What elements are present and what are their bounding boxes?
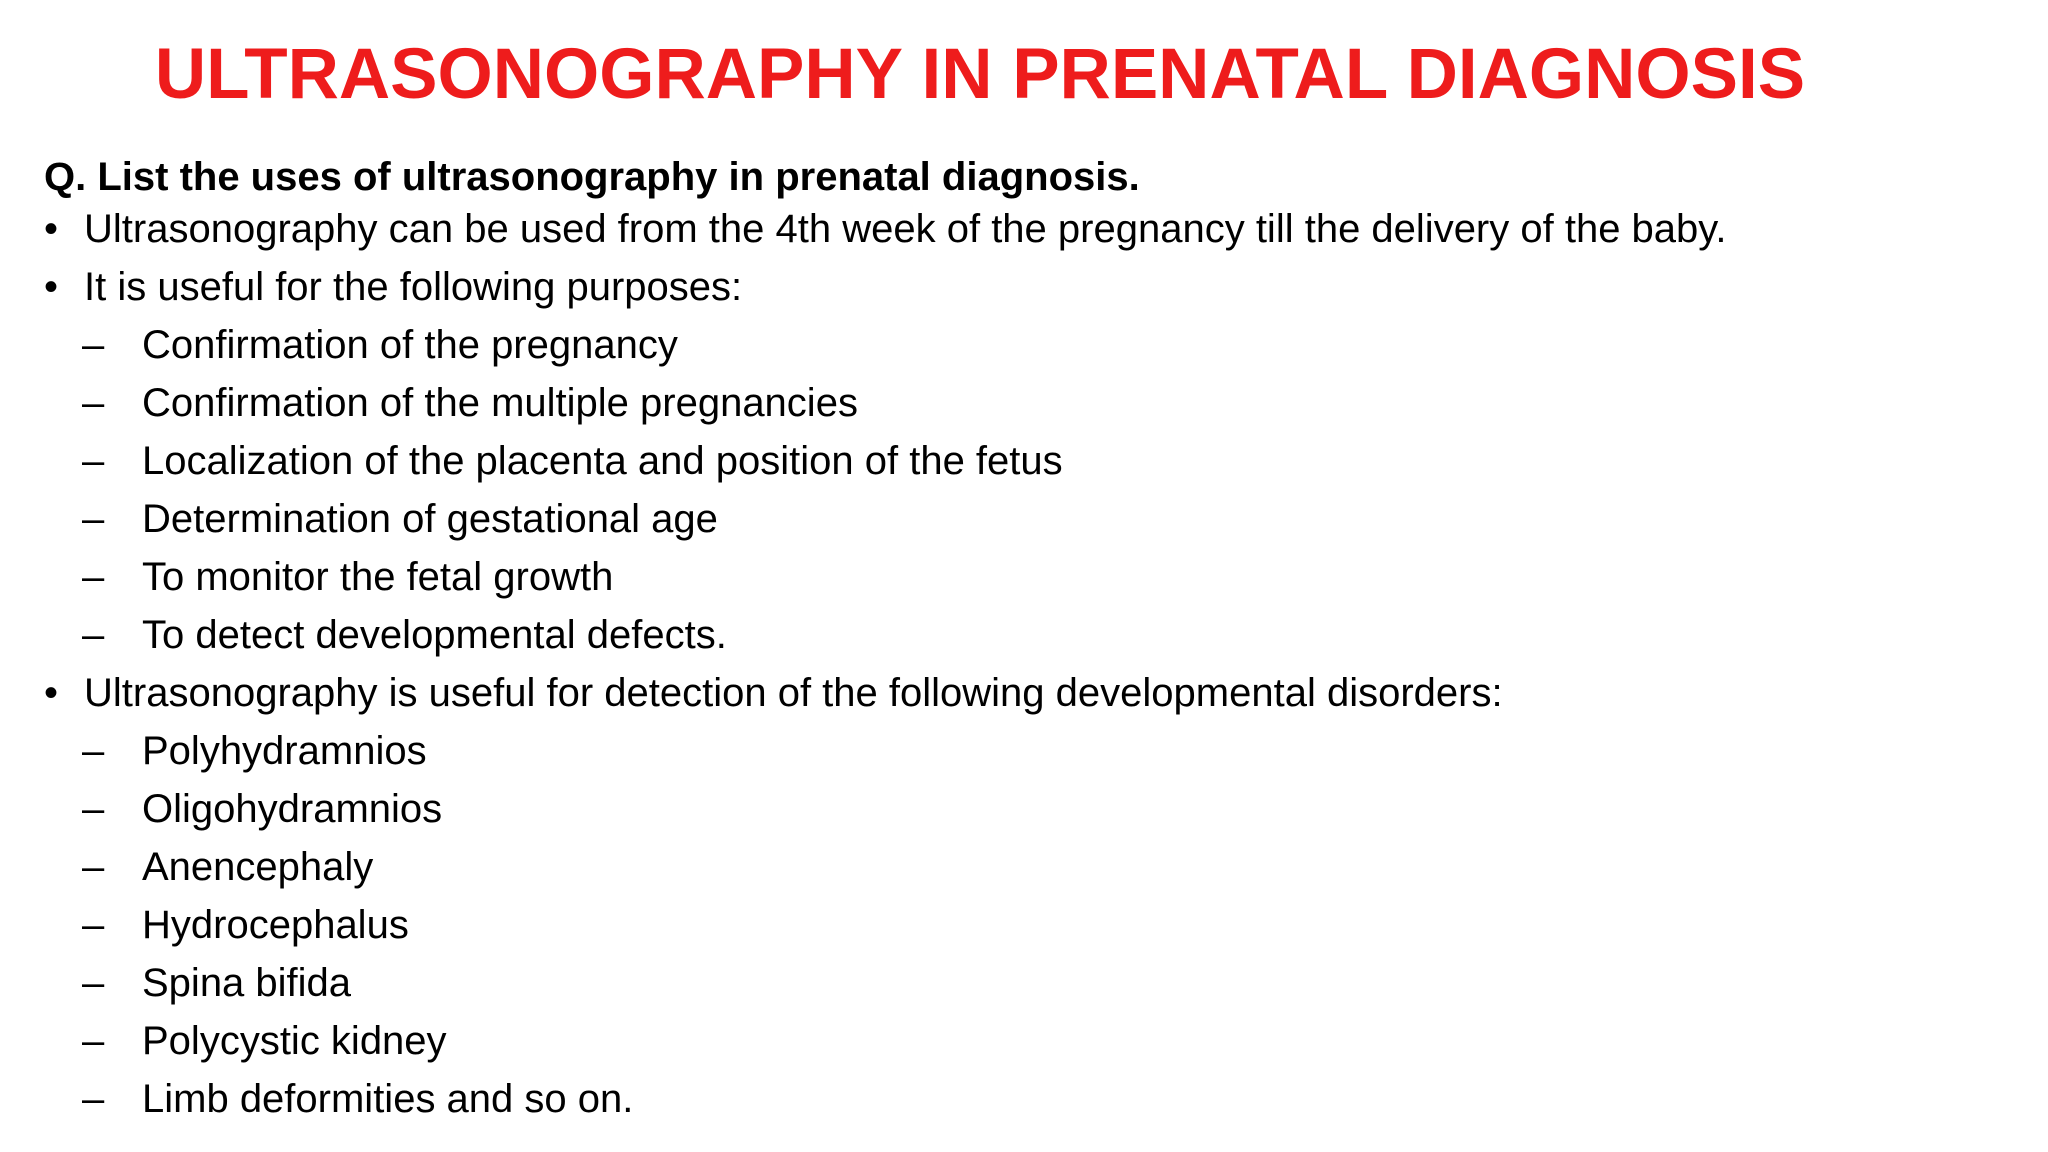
dash-marker: – <box>82 323 105 367</box>
dash-marker: – <box>82 497 105 541</box>
sub-item-text: Anencephaly <box>142 845 374 889</box>
sub-item-text: Polycystic kidney <box>142 1019 447 1063</box>
dash-marker: – <box>82 961 105 1005</box>
sub-item <box>44 552 2004 610</box>
dash-marker: – <box>82 729 105 773</box>
sub-item <box>44 958 2004 1016</box>
sub-item-text: Limb deformities and so on. <box>142 1077 634 1121</box>
bullet-marker: • <box>44 207 59 251</box>
dash-marker: – <box>82 381 105 425</box>
sub-item-text: Confirmation of the pregnancy <box>142 323 678 367</box>
sub-item <box>44 1016 2004 1074</box>
sub-item <box>44 494 2004 552</box>
bullet-text: Ultrasonography is useful for detection of the following developmental disorders: <box>84 671 1503 715</box>
dash-marker: – <box>82 613 105 657</box>
sub-item-text: Oligohydramnios <box>142 787 443 831</box>
dash-marker: – <box>82 787 105 831</box>
question-heading: Q. List the uses of ultrasonography in prenatal diagnosis. <box>44 155 1140 199</box>
dash-marker: – <box>82 1019 105 1063</box>
dash-marker: – <box>82 555 105 599</box>
sub-item <box>44 610 2004 668</box>
sub-item <box>44 726 2004 784</box>
bullet-item <box>44 668 2004 726</box>
dash-marker: – <box>82 845 105 889</box>
sub-item-text: Polyhydramnios <box>142 729 427 773</box>
sub-item-text: Spina bifida <box>142 961 352 1005</box>
sub-item <box>44 378 2004 436</box>
sub-item <box>44 784 2004 842</box>
sub-item-text: To detect developmental defects. <box>142 613 727 657</box>
sub-item-text: To monitor the fetal growth <box>142 555 614 599</box>
bullet-marker: • <box>44 265 59 309</box>
bullet-marker: • <box>44 671 59 715</box>
slide-body <box>44 152 2004 1124</box>
dash-marker: – <box>82 439 105 483</box>
sub-item <box>44 436 2004 494</box>
sub-item-text: Localization of the placenta and position of the fetus <box>142 439 1063 483</box>
sub-item <box>44 1074 2004 1124</box>
sub-item-text: Determination of gestational age <box>142 497 718 541</box>
dash-marker: – <box>82 903 105 947</box>
bullet-text: Ultrasonography can be used from the 4th week of the pregnancy till the delivery of the baby. <box>84 207 1727 251</box>
sub-item-text: Hydrocephalus <box>142 903 409 947</box>
sub-item-text: Confirmation of the multiple pregnancies <box>142 381 858 425</box>
bullet-item <box>44 262 2004 320</box>
bullet-text: It is useful for the following purposes: <box>84 265 743 309</box>
sub-item <box>44 842 2004 900</box>
sub-item <box>44 900 2004 958</box>
bullet-item <box>44 204 2004 262</box>
dash-marker: – <box>82 1077 105 1121</box>
slide-title: ULTRASONOGRAPHY IN PRENATAL DIAGNOSIS <box>154 35 1806 114</box>
sub-item <box>44 320 2004 378</box>
